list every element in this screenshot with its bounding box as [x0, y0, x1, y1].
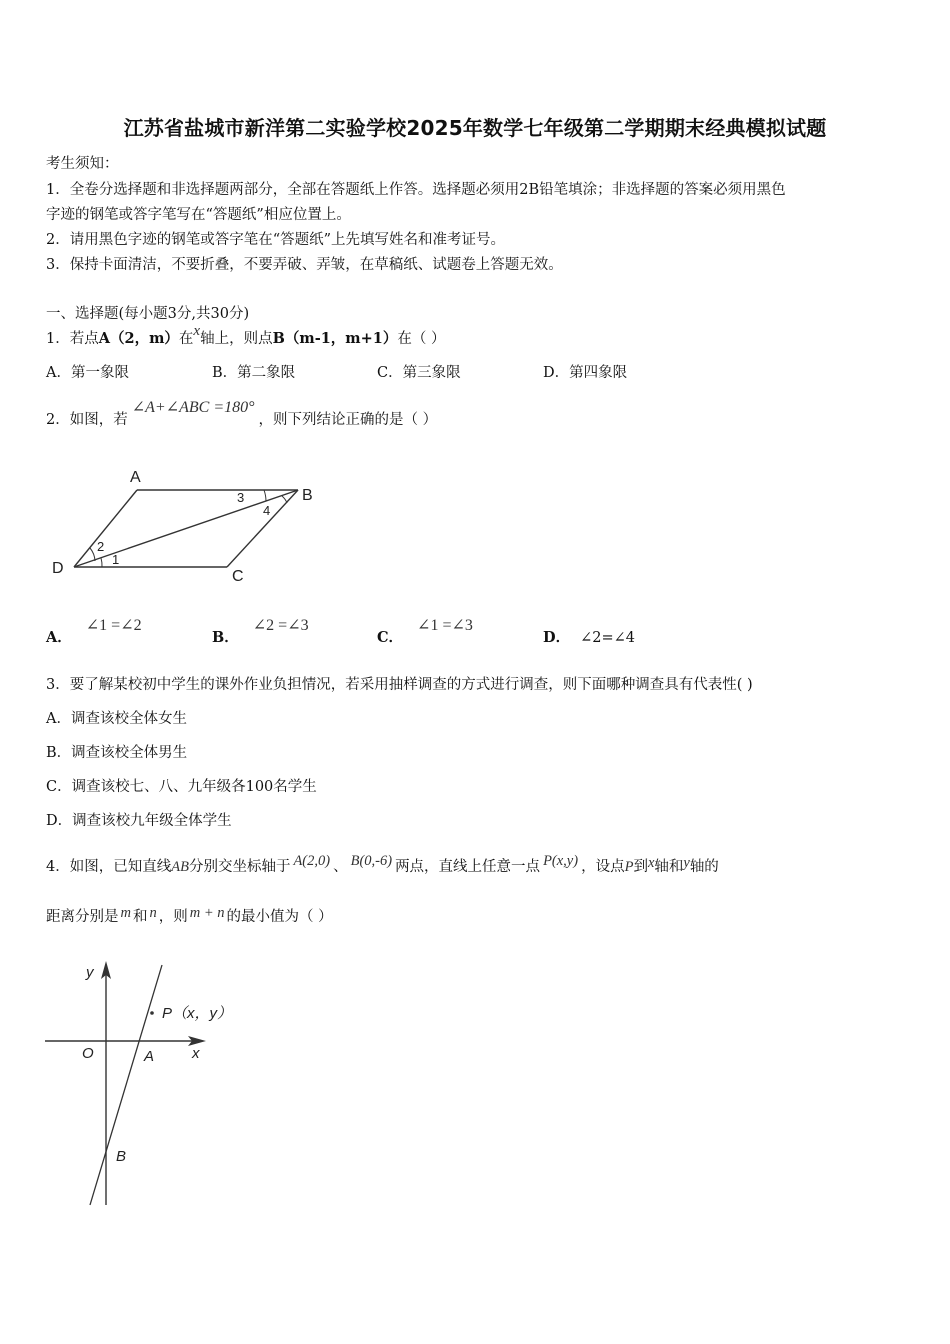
- x-axis-label: x: [192, 1045, 200, 1062]
- parallelogram-figure: [40, 455, 340, 590]
- notice-line-1b: 字迹的钢笔或答字笔写在“答题纸”相应位置上。: [46, 207, 351, 223]
- q2-formula: ∠A+∠ABC =180°: [131, 399, 255, 416]
- section-heading: 一、选择题(每小题3分,共30分): [46, 306, 250, 322]
- vertex-b-label: B: [302, 487, 313, 504]
- angle-2-label: 2: [97, 539, 105, 554]
- point-a-label: A: [144, 1048, 155, 1065]
- coordinate-figure: [40, 955, 270, 1215]
- q1-option-b[interactable]: B．第二象限: [212, 365, 296, 381]
- q3-option-a[interactable]: A．调查该校全体女生: [46, 711, 187, 727]
- notice-heading: 考生须知：: [46, 156, 119, 172]
- point-p-label: P（x，y）: [162, 1005, 233, 1022]
- q2-option-c[interactable]: C．∠1 =∠3: [377, 617, 473, 646]
- angle-4-label: 4: [263, 503, 271, 518]
- angle-1-arc: [101, 558, 102, 567]
- point-b-label: B: [116, 1148, 127, 1165]
- notice-line-1a: 1．全卷分选择题和非选择题两部分，全部在答题纸上作答。选择题必须用2B铅笔填涂；非选择题的答案必须用黑色: [46, 182, 786, 198]
- q2-option-a[interactable]: A．∠1 =∠2: [46, 617, 142, 646]
- vertex-d-label: D: [52, 560, 64, 577]
- q1-option-d[interactable]: D．第四象限: [543, 365, 628, 381]
- point-p: [150, 1011, 154, 1015]
- q2-option-d[interactable]: D． ∠2=∠4: [543, 629, 635, 646]
- question-1: 1．若点A（2，m）在x轴上，则点B（m-1，m+1）在（ ）: [46, 323, 446, 347]
- angle-1-label: 1: [112, 552, 120, 567]
- question-2: 2．如图，若∠A+∠ABC =180°，则下列结论正确的是（ ）: [46, 399, 438, 428]
- q3-option-d[interactable]: D．调查该校九年级全体学生: [46, 813, 232, 829]
- notice-line-3: 3．保持卡面清洁，不要折叠，不要弄破、弄皱，在草稿纸、试题卷上答题无效。: [46, 257, 563, 273]
- question-4-line-2: 距离分别是 m 和 n ，则 m + n 的最小值为（ ）: [46, 905, 333, 925]
- origin-label: O: [82, 1045, 94, 1062]
- y-axis-label: y: [86, 964, 94, 981]
- notice-line-2: 2．请用黑色字迹的钢笔或答字笔在“答题纸”上先填写姓名和准考证号。: [46, 232, 506, 248]
- q2-option-b[interactable]: B．∠2 =∠3: [212, 617, 309, 646]
- page-title: 江苏省盐城市新洋第二实验学校2025年数学七年级第二学期期末经典模拟试题: [123, 116, 827, 140]
- q3-option-c[interactable]: C．调查该校七、八、九年级各100名学生: [46, 779, 317, 795]
- vertex-a-label: A: [130, 469, 141, 486]
- vertex-c-label: C: [232, 568, 244, 585]
- q1-option-c[interactable]: C．第三象限: [377, 365, 461, 381]
- angle-2-arc: [90, 548, 95, 561]
- angle-3-arc: [264, 490, 266, 501]
- question-4-line-1: 4．如图，已知直线AB分别交坐标轴于 A(2,0) 、 B(0,-6) 两点，直线上任意一点 P(x,y) ，设点P到x轴和y轴的: [46, 853, 719, 875]
- angle-4-arc: [282, 496, 287, 503]
- line-ab: [90, 965, 162, 1205]
- q1-option-a[interactable]: A．第一象限: [46, 365, 129, 381]
- angle-3-label: 3: [237, 490, 245, 505]
- question-3: 3．要了解某校初中学生的课外作业负担情况，若采用抽样调查的方式进行调查，则下面哪种调查具有代表性( ): [46, 677, 753, 693]
- q3-option-b[interactable]: B．调查该校全体男生: [46, 745, 188, 761]
- diagonal-db: [74, 490, 298, 567]
